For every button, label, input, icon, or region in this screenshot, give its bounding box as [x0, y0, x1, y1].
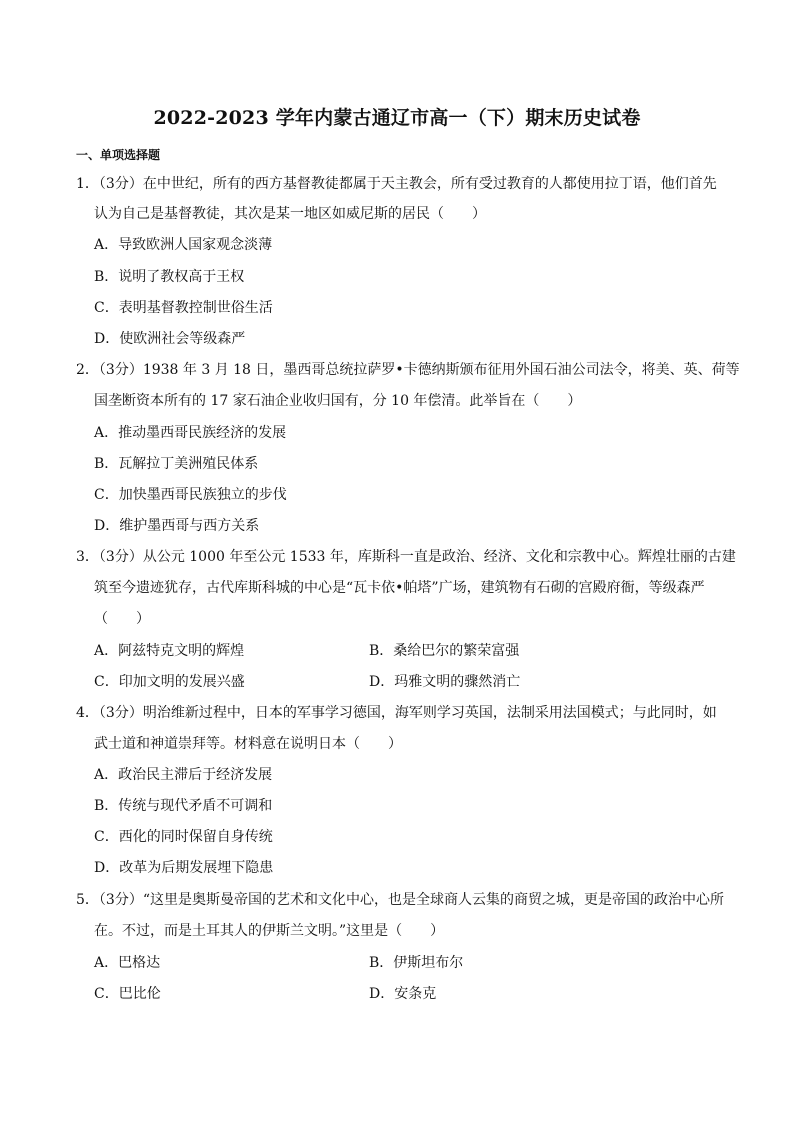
question-4-option-b: B．传统与现代矛盾不可调和 [94, 798, 273, 814]
question-1-option-b: B．说明了教权高于王权 [94, 269, 245, 285]
question-2-text-line-1: 2．（3分）1938 年 3 月 18 日，墨西哥总统拉萨罗•卡德纳斯颁布征用外国石油公司法令，将美、英、荷等 [76, 362, 740, 378]
question-2-option-d: D．维护墨西哥与西方关系 [94, 518, 260, 534]
question-2-text-line-2: 国垄断资本所有的 17 家石油企业收归国有，分 10 年偿清。此举旨在（ ） [94, 393, 582, 409]
question-4-text-line-1: 4．（3分）明治维新过程中，日本的军事学习德国，海军则学习英国，法制采用法国模式；与此同时，如 [76, 705, 717, 721]
question-3-option-a: A．阿兹特克文明的辉煌 [94, 643, 245, 659]
question-2-option-a: A．推动墨西哥民族经济的发展 [94, 425, 287, 441]
question-3-text-line-1: 3．（3分）从公元 1000 年至公元 1533 年，库斯科一直是政治、经济、文化和宗教中心。辉煌壮丽的古建 [76, 549, 736, 565]
question-1-text-line-1: 1．（3分）在中世纪，所有的西方基督教徒都属于天主教会，所有受过教育的人都使用拉丁语，他们首先 [76, 176, 717, 192]
question-4-option-c: C．西化的同时保留自身传统 [94, 829, 273, 845]
question-2-option-b: B．瓦解拉丁美洲殖民体系 [94, 456, 259, 472]
question-5-text-line-1: 5．（3分）“这里是奥斯曼帝国的艺术和文化中心，也是全球商人云集的商贸之城，更是帝国的政治中心所 [76, 892, 724, 908]
question-3-text-line-3: （ ） [94, 611, 150, 627]
question-3-text-line-2: 筑至今遗迹犹存，古代库斯科城的中心是“瓦卡依•帕塔”广场，建筑物有石砌的宫殿府衙，等级森严 [94, 580, 705, 596]
question-2-option-c: C．加快墨西哥民族独立的步伐 [94, 487, 287, 503]
question-4-option-a: A．政治民主滞后于经济发展 [94, 767, 273, 783]
question-5-option-a: A．巴格达 [94, 955, 161, 971]
question-1-option-a: A．导致欧洲人国家观念淡薄 [94, 237, 273, 253]
question-5-option-c: C．巴比伦 [94, 986, 161, 1002]
question-3-option-d: D．玛雅文明的骤然消亡 [369, 674, 521, 690]
question-5-text-line-2: 在。不过，而是土耳其人的伊斯兰文明。”这里是（ ） [94, 923, 445, 939]
question-3-option-c: C．印加文明的发展兴盛 [94, 674, 245, 690]
question-5-option-b: B．伊斯坦布尔 [369, 955, 464, 971]
question-1-option-c: C．表明基督教控制世俗生活 [94, 300, 273, 316]
question-4-text-line-2: 武士道和神道崇拜等。材料意在说明日本（ ） [94, 736, 402, 752]
section-heading: 一、单项选择题 [76, 148, 161, 162]
question-1-text-line-2: 认为自己是基督教徒，其次是某一地区如威尼斯的居民（ ） [94, 206, 486, 222]
question-1-option-d: D．使欧洲社会等级森严 [94, 331, 246, 347]
question-3-option-b: B．桑给巴尔的繁荣富强 [369, 643, 520, 659]
question-4-option-d: D．改革为后期发展埋下隐患 [94, 860, 274, 876]
question-5-option-d: D．安条克 [369, 986, 437, 1002]
exam-title: 2022-2023 学年内蒙古通辽市高一（下）期末历史试卷 [153, 107, 641, 129]
